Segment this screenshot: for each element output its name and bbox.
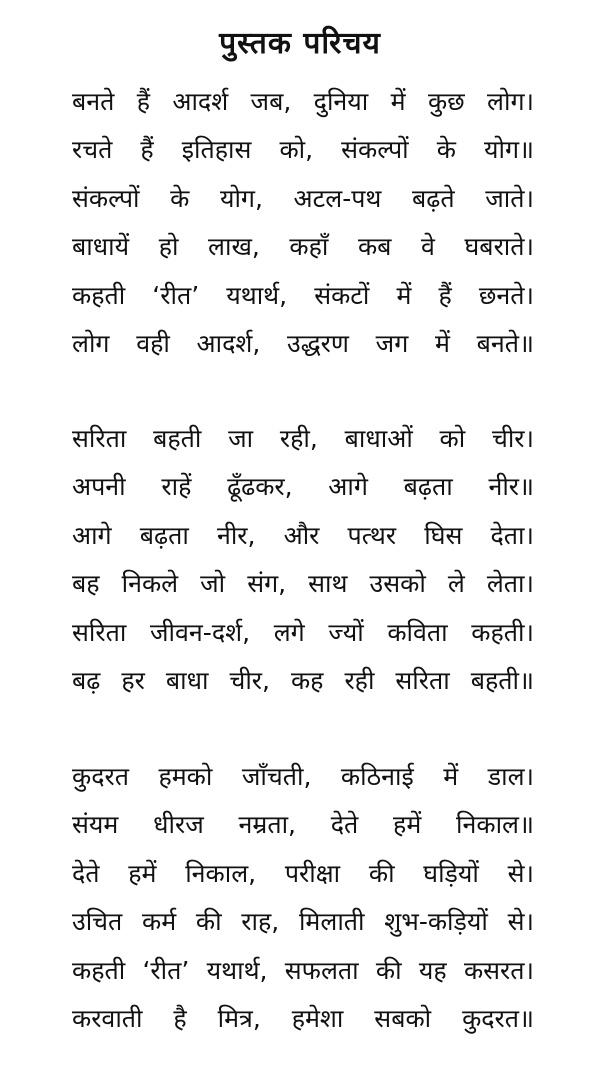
poem-line: करवाती है मित्र, हमेशा सबको कुदरत॥	[72, 1003, 534, 1033]
poem-line: संकल्पों के योग, अटल-पथ बढ़ते जाते।	[72, 183, 534, 213]
page-title: पुस्तक परिचय	[219, 26, 381, 61]
stanza-3	[72, 753, 534, 1043]
poem-line: सरिता बहती जा रही, बाधाओं को चीर।	[72, 424, 534, 453]
poem-line: बह निकले जो संग, साथ उसको ले लेता।	[72, 569, 534, 599]
poem-line: आगे बढ़ता नीर, और पत्थर घिस देता।	[72, 520, 534, 550]
poem-line: संयम धीरज नम्रता, देते हमें निकाल॥	[72, 810, 534, 840]
poem-line: कुदरत हमको जाँचती, कठिनाई में डाल।	[72, 762, 534, 791]
stanza-2	[72, 415, 534, 705]
poem-line: अपनी राहें ढूँढकर, आगे बढ़ता नीर॥	[72, 472, 534, 502]
poem-line: उचित कर्म की राह, मिलाती शुभ-कड़ियों से।	[72, 907, 534, 937]
stanza-1	[72, 78, 534, 368]
poem-line: लोग वही आदर्श, उद्धरण जग में बनते॥	[72, 328, 534, 358]
poem-line: बढ़ हर बाधा चीर, कह रही सरिता बहती॥	[72, 665, 534, 695]
poem-line: सरिता जीवन-दर्श, लगे ज्यों कविता कहती।	[72, 617, 534, 647]
poem-line: बाधायें हो लाख, कहाँ कब वे घबराते।	[72, 232, 534, 262]
poem-line: कहती ‘रीत’ यथार्थ, संकटों में हैं छनते।	[72, 280, 534, 310]
poem-line: कहती ‘रीत’ यथार्थ, सफलता की यह कसरत।	[72, 955, 534, 985]
poem-line: देते हमें निकाल, परीक्षा की घड़ियों से।	[72, 858, 534, 888]
poem-line: रचते हैं इतिहास को, संकल्पों के योग॥	[72, 135, 534, 165]
poem-line: बनते हैं आदर्श जब, दुनिया में कुछ लोग।	[72, 87, 534, 116]
